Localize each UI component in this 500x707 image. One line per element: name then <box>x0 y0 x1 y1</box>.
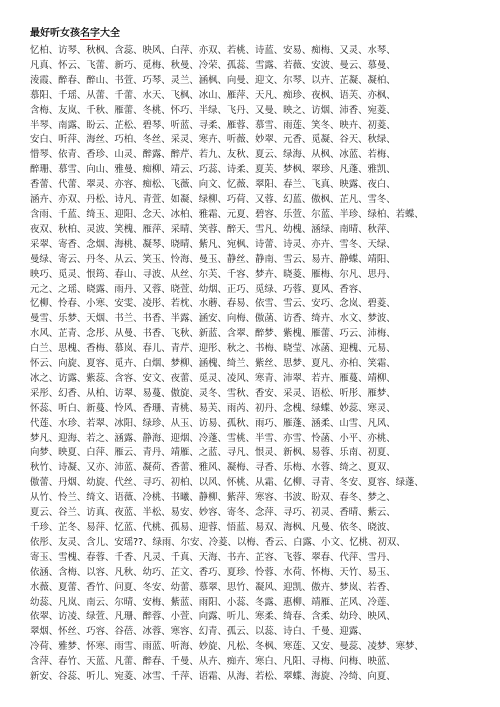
name-line: 忆柏、访琴、秋枫、含蕊、映风、白萍、亦双、若桃、诗蓝、安易、痴梅、又灵、水琴、 <box>30 45 396 56</box>
name-line: 夜双、秋柏、灵波、笑槐、雁萍、采晴、笑蓉、醉天、雪凡、幼槐、涵绿、南晴、秋萍、 <box>30 223 396 235</box>
name-line: 傲蕾、丹烟、幼旋、代丝、寻巧、初柏、以风、怀桃、从霜、亿柳、寻青、冬安、夏容、绿蓬、 <box>30 477 424 489</box>
name-line: 含萍、春竹、天蓝、凡蕾、醉春、千曼、从卉、痴卉、寒白、凡阳、寻梅、问梅、映蓝、 <box>30 656 396 668</box>
title-highlight[interactable]: 名字 <box>80 28 100 39</box>
name-line: 夏云、谷兰、访真、夜蓝、半松、易安、妙容、寄冬、念萍、寻巧、初灵、香晴、紫云、 <box>30 507 396 519</box>
name-line: 依翠、访凌、绿萱、凡珊、醉蓉、小萱、向露、听儿、寒柔、绮春、含柔、幼玲、映风、 <box>30 611 396 623</box>
name-line: 曼绿、寄云、丹冬、从云、笑玉、怜海、曼玉、静丝、静南、雪云、易卉、静蝶、靖阳、 <box>30 253 396 265</box>
name-line: 梦凡、迎海、若之、涵露、静海、迎烟、冷蓬、雪桃、半雪、亦雪、怜菡、小平、亦桃、 <box>30 432 396 444</box>
name-line: 怀云、向旋、夏容、觅卉、白烟、梦柳、涵槐、绮兰、紫丝、思梦、夏凡、亦柏、笑霜、 <box>30 358 396 370</box>
name-line: 醉珊、慕雪、向山、雅曼、痴柳、靖云、巧蕊、诗柔、夏芙、梦枫、翠珍、凡蓬、雅凯、 <box>30 164 396 176</box>
title-prefix: 最好听女孩 <box>30 28 80 39</box>
document-title <box>30 28 120 40</box>
name-line: 向梦、映夏、白萍、雁云、青丹、靖雁、之蓝、寻凡、恨灵、新枫、易蓉、乐南、初夏、 <box>30 447 396 459</box>
name-line: 半琴、南露、盼云、芷松、碧琴、听蓝、寻柔、雁蓉、慕雪、雨莲、笑冬、映卉、初菱、 <box>30 119 396 131</box>
name-line: 慕阳、千瑶、从蕾、千蕾、水天、飞枫、冰山、雁萍、天凡、痴珍、夜枫、语芙、亦枫、 <box>30 89 396 101</box>
name-line: 含梅、友岚、千秋、雁蕾、冬桃、怀巧、半绿、飞丹、又曼、映之、访烟、沛香、宛菱、 <box>30 104 396 116</box>
name-line: 冰之、访露、紫蕊、含容、安文、夜蕾、觅灵、凌风、寒青、沛翠、若卉、雁蔓、靖柳、 <box>30 372 396 384</box>
title-suffix: 大全 <box>100 28 120 39</box>
name-line: 代莲、水珍、若翠、冰阳、绿珍、从玉、访易、孤秋、雨巧、雁蓬、涵柔、山雪、凡风、 <box>30 417 396 429</box>
name-line: 采彤、幻香、从柏、访翠、易蔓、傲旋、灵冬、雪秋、香安、采灵、语松、听彤、雁梦、 <box>30 387 396 399</box>
name-list-body <box>30 44 470 685</box>
name-line: 千珍、芷冬、易萍、忆蓝、代桃、孤易、迎蓉、悟蓝、易双、海枫、凡曼、依冬、晓波、 <box>30 522 396 533</box>
name-line: 忆柳、怜春、小寒、安雯、凌彤、若枕、水蘑、春易、依雪、雪云、安巧、念岚、碧菱、 <box>30 298 396 310</box>
name-line: 新安、谷蕊、听儿、宛菱、冰雪、千萍、语霜、从海、若松、翠蝶、海旋、冷绮、向夏、 <box>30 671 396 683</box>
name-line: 映巧、觅灵、恨筠、春山、寻波、从丝、尔芙、千容、梦卉、晓菱、雁梅、尔凡、思丹、 <box>30 268 396 280</box>
name-line: 冷荷、雅梦、怀寒、雨雪、雨蓝、听海、妙旋、凡松、冬枫、寒莲、又安、曼蕊、凌梦、寒梦、 <box>30 641 424 653</box>
name-line: 安白、听萍、海丝、巧柏、冬丝、采灵、寒卉、听薇、妙翠、元香、觅凝、谷天、秋绿、 <box>30 134 396 146</box>
name-line: 涵卉、亦双、丹松、诗凡、青萱、如凝、绿柳、巧荷、又蓉、幻蓝、傲枫、芷凡、雪冬、 <box>30 194 396 206</box>
name-line: 含雨、千蓝、绮玉、迎阳、念天、冰柏、雅霜、元夏、碧容、乐萱、尔蓝、半珍、绿柏、若蝶、 <box>30 208 424 220</box>
name-line: 元之、之瑶、晓露、雨丹、又蓉、晓萱、幼烟、正巧、觅绿、巧蓉、夏风、香容、 <box>30 283 368 295</box>
name-line: 香蕾、代蕾、翠灵、亦容、痴松、飞薇、向文、忆薇、翠阳、春兰、飞真、映露、夜白、 <box>30 179 396 191</box>
name-line: 惜琴、依青、香珍、山灵、醉露、醉芹、若九、友秋、夏云、绿海、从枫、冰蓝、若梅、 <box>30 149 396 161</box>
name-line: 翠烟、怀丝、巧容、谷蓓、冰蓉、寒容、幻青、孤云、以蕊、诗白、千曼、迎露、 <box>30 626 368 638</box>
name-line: 凡真、怀云、飞蕾、新巧、觅梅、秋曼、冷荣、孤蕊、雪露、若薇、安波、曼云、慕曼、 <box>30 59 396 71</box>
name-line: 曼雪、乐梦、天烟、书兰、书香、半露、涵安、向梅、傲菡、访香、绮卉、水文、梦波、 <box>30 313 396 325</box>
name-line: 依彤、友灵、含儿、安瑶??、绿雨、尔安、冷菱、以梅、香云、白露、小文、忆桃、初双、 <box>30 536 406 548</box>
name-line: 水风、芷青、念彤、从曼、书香、飞秋、新蓝、含翠、醉梦、紫槐、雁蕾、巧云、沛梅、 <box>30 328 396 340</box>
name-line: 从竹、怜兰、绮文、语薇、冷桃、书曦、静柳、紫萍、寒容、书波、盼双、春冬、梦之、 <box>30 492 396 504</box>
name-line: 采翠、寄香、念烟、海桃、凝琴、晓晴、紫凡、宛枫、诗蕾、诗灵、亦卉、雪冬、天绿、 <box>30 238 396 250</box>
name-line: 幼蕊、凡岚、南云、尔晴、安梅、紫蓝、雨阳、小蕊、冬露、惠柳、靖雁、芷风、冷莲、 <box>30 596 396 608</box>
name-line: 怀蕊、听白、新蔓、怜风、香珊、青桃、易芙、雨芮、初丹、念槐、绿蝶、妙蕊、寒灵、 <box>30 402 396 414</box>
name-line: 淩霞、醉春、醉山、书萱、巧琴、灵兰、涵枫、向曼、迎文、尔琴、以卉、芷凝、凝柏、 <box>30 74 396 86</box>
name-line: 秋竹、诗凝、又亦、沛蓝、凝荷、香蕾、雅风、凝梅、寻香、乐梅、水蓉、绮之、夏双、 <box>30 462 396 474</box>
name-line: 寄玉、雪槐、春蓉、千香、凡灵、千真、天海、书卉、芷容、飞蓉、翠春、代萍、雪丹、 <box>30 551 396 563</box>
name-line: 水薇、夏蕾、香竹、问夏、冬安、幼蕾、慕翠、思竹、凝风、迎凯、傲卉、梦岚、若香、 <box>30 581 396 593</box>
name-line: 白兰、思槐、香梅、慕岚、春儿、青芹、迎彤、秋之、书梅、晓莹、冰菡、迎槐、元易、 <box>30 343 396 355</box>
name-line: 依涵、含梅、以容、凡秋、幼巧、芷文、香巧、夏珍、怜蓉、水荷、怀梅、天竹、易玉、 <box>30 566 396 578</box>
